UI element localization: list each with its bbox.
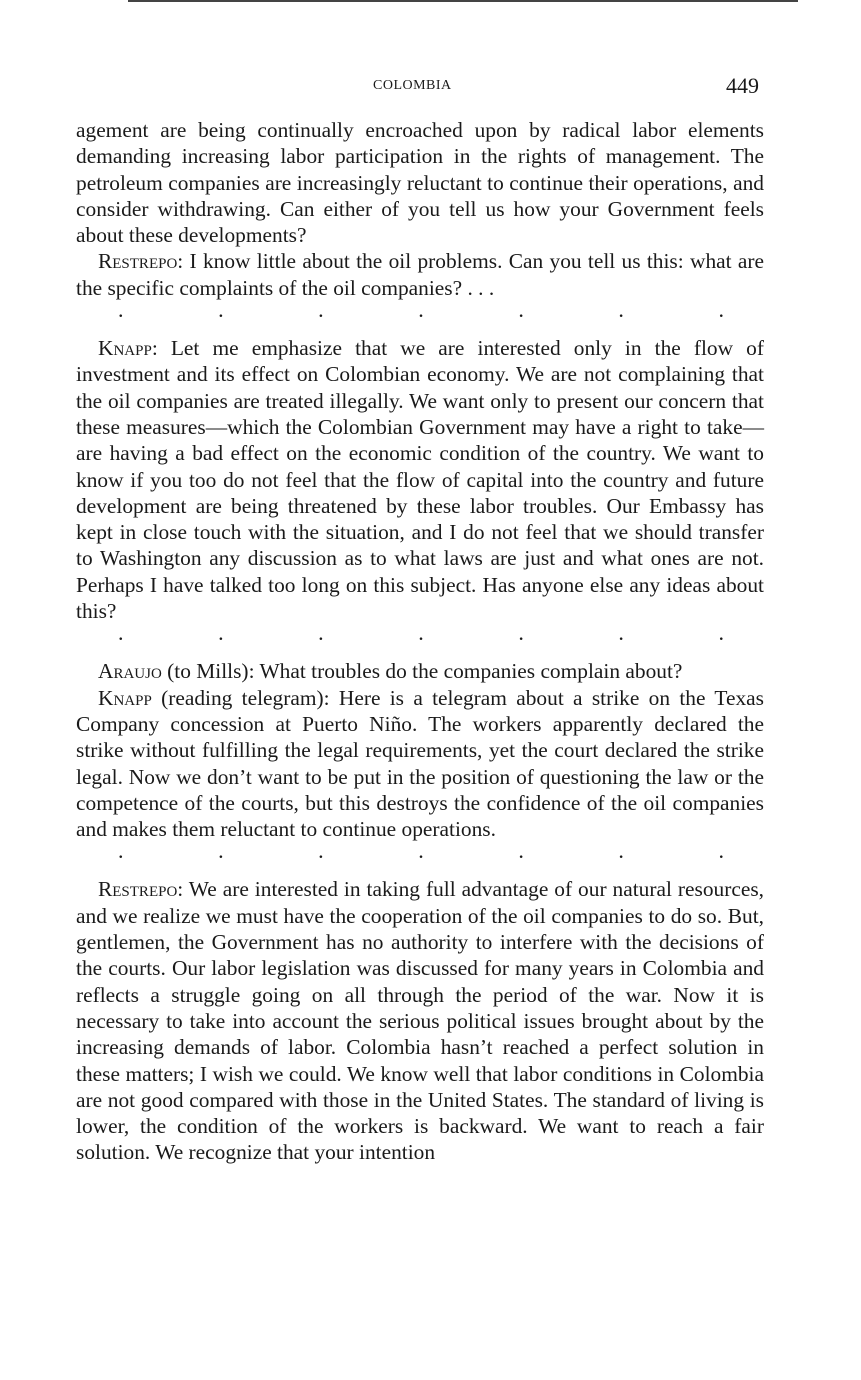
- ellipsis-dot: .: [718, 297, 724, 323]
- ellipsis-row: [76, 838, 764, 868]
- speaker-name: Knapp: [98, 336, 152, 361]
- ellipsis-dot: .: [118, 297, 124, 323]
- paragraph-text: : We are interested in taking full advantage of our natural resources, and we realize we must have the cooperation of the oil companies to do so. But, gentlemen, the Government has no authority to interfere with the decisions of the courts. Our labor legislation was discussed for many years in Colombia and reflects a struggle going on all through the period of the war. Now it is necessary to take into account the serious political issues brought about by the increasing demands of labor. Colombia hasn’t reached a perfect solution in these matters; I wish we could. We know well that labor conditions in Colombia are not good compared with those in the United States. The standard of living is lower, the condition of the workers is backward. We want to reach a fair solution. We recognize that your intention: [76, 877, 764, 1165]
- speaker-qualifier: (to Mills): [161, 659, 249, 684]
- ellipsis-row: [76, 620, 764, 650]
- paragraph-text: : Let me emphasize that we are interested only in the flow of investment and its effect on Colombian economy. We are not complaining that the oil companies are treated illegally. We want only to present our concern that these measures—which the Colombian Government may have a right to take—are having a bad effect on the economic condition of the country. We want to know if you too do not feel that the flow of capital into the country and future development are being threatened by these labor troubles. Our Embassy has kept in close touch with the situation, and I do not feel that we should transfer to Washington any discussion as to what laws are just and what ones are not. Perhaps I have talked too long on this subject. Has anyone else any ideas about this?: [76, 336, 764, 624]
- page-number: 449: [726, 73, 759, 98]
- ellipsis-dot: .: [518, 297, 524, 323]
- top-rule: [128, 0, 798, 2]
- body-text: [76, 117, 764, 1166]
- ellipsis-dot: .: [618, 838, 624, 864]
- speaker-name: Knapp: [98, 685, 152, 710]
- ellipsis-dot: .: [218, 838, 224, 864]
- paragraph-restrepo-1: [76, 248, 764, 301]
- speaker-qualifier: (reading telegram): [151, 685, 324, 710]
- running-head: [0, 73, 861, 102]
- paragraph-text: : What troubles do the companies complain about?: [248, 659, 683, 684]
- paragraph-restrepo-2: [76, 876, 764, 1165]
- ellipsis-dot: .: [318, 297, 324, 323]
- speaker-name: Araujo: [98, 659, 162, 684]
- paragraph-text: : Here is a telegram about a strike on the Texas Company concession at Puerto Niño. The workers apparently declared the strike without fulfilling the legal requirements, yet the court declared the strike legal. Now we don’t want to be put in the position of questioning the law or the competence of the courts, but this destroys the confidence of the oil companies and makes them reluctant to continue operations.: [76, 685, 764, 842]
- paragraph-continuation: [76, 117, 764, 248]
- paragraph-knapp-1: [76, 335, 764, 624]
- ellipsis-dot: .: [218, 620, 224, 646]
- ellipsis-dot: .: [718, 838, 724, 864]
- ellipsis-dot: .: [518, 838, 524, 864]
- ellipsis-dot: .: [318, 620, 324, 646]
- paragraph-text: : I know little about the oil problems. Can you tell us this: what are the specific complaints of the oil companies? . . .: [76, 249, 764, 300]
- paragraph-knapp-2: [76, 685, 764, 843]
- paragraph-text: agement are being continually encroached upon by radical labor elements demanding increasing labor participation in the rights of management. The petroleum companies are increasingly reluctant to continue their operations, and consider withdrawing. Can either of you tell us how your Government feels about these developments?: [76, 118, 764, 248]
- ellipsis-dot: .: [118, 838, 124, 864]
- ellipsis-dot: .: [618, 297, 624, 323]
- ellipsis-dot: .: [318, 838, 324, 864]
- ellipsis-dot: .: [718, 620, 724, 646]
- ellipsis-dot: .: [618, 620, 624, 646]
- running-title: COLOMBIA: [373, 78, 452, 93]
- ellipsis-dot: .: [418, 838, 424, 864]
- paragraph-araujo: [76, 658, 764, 684]
- ellipsis-dot: .: [518, 620, 524, 646]
- ellipsis-dot: .: [118, 620, 124, 646]
- ellipsis-dot: .: [418, 297, 424, 323]
- speaker-name: Restrepo: [98, 249, 178, 274]
- ellipsis-dot: .: [418, 620, 424, 646]
- speaker-name: Restrepo: [98, 877, 178, 902]
- ellipsis-dot: .: [218, 297, 224, 323]
- ellipsis-row: [76, 297, 764, 327]
